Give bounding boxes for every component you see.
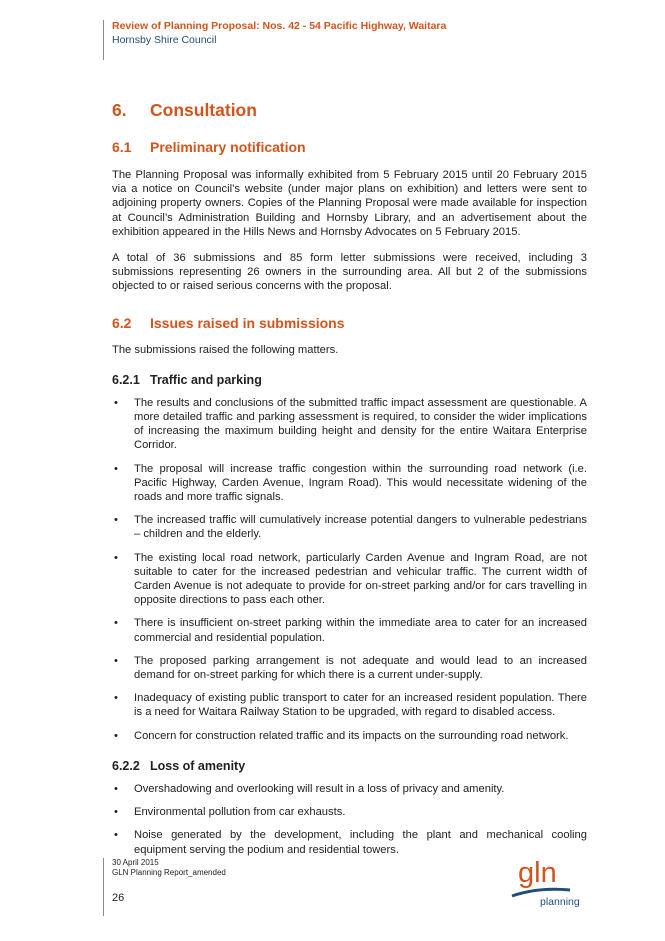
subsection-title: Issues raised in submissions [150, 314, 345, 331]
bullet-icon: • [114, 396, 118, 409]
subsubsection-title: Loss of amenity [150, 758, 246, 773]
header-title: Review of Planning Proposal: Nos. 42 - 54 Pacific Highway, Waitara [112, 20, 447, 32]
logo-subtext: planning [540, 896, 580, 908]
footer-document-name: GLN Planning Report_amended [112, 868, 226, 877]
traffic-issues-list [112, 396, 587, 743]
bullet-icon: • [114, 654, 118, 667]
amenity-issues-list [112, 782, 587, 857]
paragraph: A total of 36 submissions and 85 form letter submissions were received, including 3 submissions representing 26 owners in the surrounding area. All but 2 of the submissions objected to or raised serious concerns with the proposal. [112, 252, 587, 293]
subsection-6-1-heading [112, 139, 587, 155]
footer-date: 30 April 2015 [112, 858, 159, 867]
list-item: • The existing local road network, particularly Carden Avenue and Ingram Road, are not suitable to cater for the increased pedestrian and vehicular traffic. The current width of Carden Avenue is not adequate to provide for on-street parking and/or for cars travelling in opposite directions to pass each other. [114, 551, 587, 607]
logo-swoosh-icon [512, 889, 570, 896]
list-item: • The results and conclusions of the submitted traffic impact assessment are questionable. A more detailed traffic and parking assessment is required, to consider the wider implications of increasing the maximum building height and density for the entire Waitara Enterprise Corridor. [114, 396, 587, 452]
section-title: Consultation [150, 100, 257, 120]
list-item: • There is insufficient on-street parking within the immediate area to cater for an increased commercial and residential population. [114, 617, 587, 644]
bullet-icon: • [114, 462, 118, 475]
list-item: • Concern for construction related traffic and its impacts on the surrounding road network. [114, 729, 569, 742]
list-item: • Noise generated by the development, including the plant and mechanical cooling equipment serving the podium and residential towers. [114, 829, 587, 856]
document-body [112, 100, 587, 866]
list-item: • The increased traffic will cumulatively increase potential dangers to vulnerable pedestrians – children and the elderly. [114, 514, 587, 541]
page-number: 26 [112, 892, 125, 904]
subsubsection-6-2-2-heading [112, 759, 587, 773]
list-item: • The proposal will increase traffic congestion within the surrounding road network (i.e. Pacific Highway, Carden Avenue, Ingram Road). This would necessitate widening of the roads and more traffic signals. [114, 462, 587, 504]
paragraph: The Planning Proposal was informally exhibited from 5 February 2015 until 20 February 2015 via a notice on Council’s website (under major plans on exhibition) and letters were sent to adjoining property owners. Copies of the Planning Proposal were made available for inspection at Council’s Administration Building and Hornsby Library, and an advertisement about the exhibition appeared in the Hills News and Hornsby Advocates on 5 February 2015. [112, 169, 587, 238]
subsubsection-6-2-1-heading [112, 373, 587, 387]
subsection-number: 6.2 [112, 314, 132, 331]
list-item: • The proposed parking arrangement is not adequate and would lead to an increased demand for on-street parking for which there is a current under-supply. [114, 654, 587, 682]
bullet-icon: • [114, 729, 118, 742]
page-footer [103, 858, 226, 916]
bullet-icon: • [114, 514, 118, 527]
bullet-icon: • [114, 692, 118, 705]
subsubsection-number: 6.2.1 [112, 372, 140, 387]
page-header [103, 20, 446, 60]
header-subtitle: Hornsby Shire Council [112, 34, 217, 46]
list-item: • Overshadowing and overlooking will result in a loss of privacy and amenity. [114, 782, 505, 795]
bullet-icon: • [114, 782, 118, 795]
bullet-icon: • [114, 829, 118, 842]
subsection-title: Preliminary notification [150, 139, 306, 155]
logo-text: gln [518, 857, 557, 889]
gln-planning-logo [508, 852, 586, 908]
paragraph: The submissions raised the following matters. [112, 343, 339, 356]
section-heading [112, 100, 587, 121]
subsubsection-title: Traffic and parking [150, 372, 262, 387]
subsection-6-2-heading [112, 315, 587, 331]
subsection-number: 6.1 [112, 139, 132, 155]
section-number: 6. [112, 100, 127, 120]
list-item: • Inadequacy of existing public transport to cater for an increased resident population. There is a need for Waitara Railway Station to be upgraded, with regard to disabled access. [114, 692, 587, 719]
bullet-icon: • [114, 551, 118, 564]
subsubsection-number: 6.2.2 [112, 758, 140, 773]
list-item: • Environmental pollution from car exhausts. [114, 806, 346, 819]
bullet-icon: • [114, 617, 118, 630]
bullet-icon: • [114, 806, 118, 819]
